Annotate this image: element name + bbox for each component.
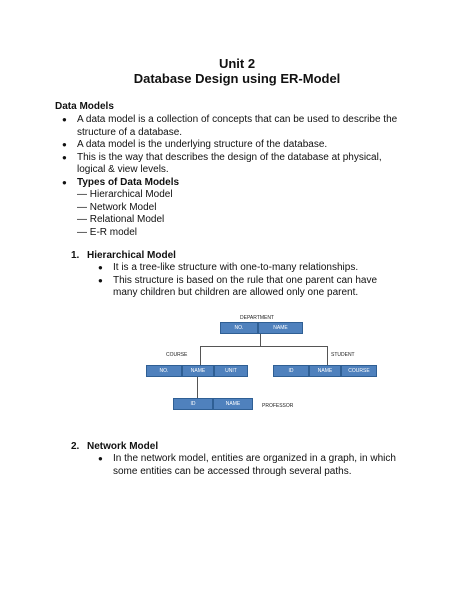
data-models-list xyxy=(62,114,402,239)
department-label: DEPARTMENT xyxy=(240,315,274,321)
connector-line xyxy=(260,334,261,346)
course-label: COURSE xyxy=(166,352,188,358)
connector-line xyxy=(200,346,328,347)
bullet-icon: ● xyxy=(98,275,103,285)
list-item: ● A data model is the underlying structure of the database. xyxy=(62,139,328,150)
list-item: ● This structure is based on the rule that one parent can have many children but children are allowed only one parent. xyxy=(98,274,378,298)
bullet-icon: ● xyxy=(62,115,67,124)
bullet-icon: ● xyxy=(62,140,67,149)
connector-line xyxy=(200,346,201,365)
course-field: NO. xyxy=(146,365,182,377)
type-item: — Relational Model xyxy=(77,214,165,225)
type-item: — Network Model xyxy=(77,201,157,213)
type-item: — E-R model xyxy=(77,226,138,238)
bullet-icon: ● xyxy=(62,177,67,187)
section-heading: 2. Network Model xyxy=(71,441,159,452)
type-item: — Hierarchical Model xyxy=(77,189,173,200)
student-field: ID xyxy=(273,365,309,377)
document-title: Unit 2 xyxy=(218,56,256,71)
professor-field: NAME xyxy=(213,398,253,410)
student-label: STUDENT xyxy=(331,352,355,358)
connector-line xyxy=(197,377,198,398)
list-item: ● This is the way that describes the design of the database at physical, logical & view levels. xyxy=(62,151,382,175)
section-heading: 1. Hierarchical Model xyxy=(71,250,176,261)
bullet-icon: ● xyxy=(62,152,67,162)
network-list xyxy=(98,453,408,478)
document-subtitle: Database Design using ER-Model xyxy=(133,71,341,86)
student-field: NAME xyxy=(309,365,341,377)
list-item: ● In the network model, entities are organized in a graph, in which some entities can be accessed through several paths. xyxy=(98,453,396,477)
course-field: UNIT xyxy=(214,365,248,377)
hierarchical-list xyxy=(98,262,398,300)
list-item: ● A data model is a collection of concepts that can be used to describe the structure of a database. xyxy=(62,114,398,138)
bullet-icon: ● xyxy=(98,454,103,463)
professor-field: ID xyxy=(173,398,213,410)
list-item xyxy=(62,177,402,190)
list-item: ● It is a tree-like structure with one-to-many relationships. xyxy=(98,262,359,273)
department-field: NO. xyxy=(220,322,258,334)
bullet-icon: ● xyxy=(98,263,103,272)
professor-label: PROFESSOR xyxy=(262,403,294,409)
data-models-heading: Data Models xyxy=(55,101,114,112)
connector-line xyxy=(327,346,328,365)
course-field: NAME xyxy=(182,365,214,377)
department-field: NAME xyxy=(258,322,303,334)
student-field: COURSE xyxy=(341,365,377,377)
types-heading: Types of Data Models xyxy=(77,176,180,188)
